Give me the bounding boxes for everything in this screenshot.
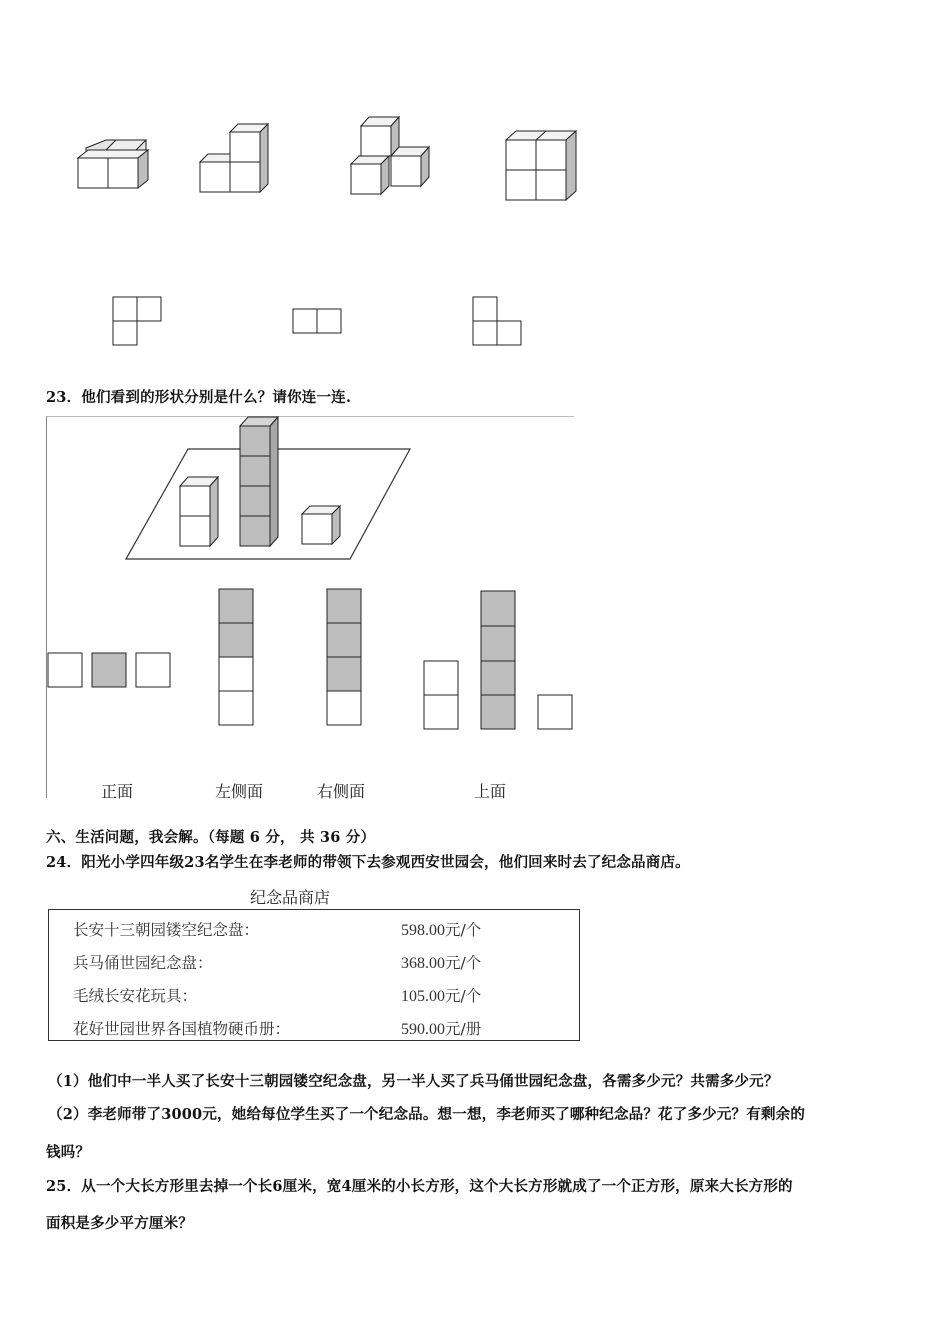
question-24: 24．阳光小学四年级23名学生在李老师的带领下去参观西安世园会，他们回来时去了纪念品商店。: [46, 854, 690, 871]
item-name: 兵马俑世园纪念盘：: [73, 954, 213, 972]
item-name: 花好世园世界各国植物硬币册：: [73, 1020, 291, 1038]
item-name: 毛绒长安花玩具：: [73, 987, 198, 1005]
flat-view-1: [112, 296, 164, 348]
view-label-top: 上面: [474, 782, 507, 801]
section-6-heading: 六、生活问题，我会解。（每题 6 分， 共 36 分）: [46, 829, 376, 846]
item-price: 368.00元/个: [401, 954, 482, 972]
view-label-left: 左侧面: [215, 782, 264, 801]
price-list: [48, 909, 580, 1041]
view-top: [422, 590, 582, 735]
view-right: [326, 588, 366, 733]
flat-view-2: [292, 308, 344, 336]
question-25-line-2: 面积是多少平方厘米？: [46, 1215, 193, 1232]
view-label-front: 正面: [101, 782, 134, 801]
cube-figure-2: [198, 122, 278, 197]
question-24-part-2-line-1: （2）李老师带了3000元，她给每位学生买了一个纪念品。想一想，李老师买了哪种纪念品？花了多少元？有剩余的: [48, 1106, 806, 1123]
question-23: 23．他们看到的形状分别是什么？请你连一连.: [46, 389, 352, 406]
question-24-part-1: （1）他们中一半人买了长安十三朝园镂空纪念盘，另一半人买了兵马俑世园纪念盘，各需多少元？共需多少元？: [48, 1073, 779, 1090]
cube-figure-1: [76, 138, 156, 198]
q23-3d-scene: [122, 414, 422, 564]
item-name: 长安十三朝园镂空纪念盘：: [73, 921, 260, 939]
cube-figure-3: [349, 114, 439, 199]
item-price: 598.00元/个: [401, 921, 482, 939]
item-price: 590.00元/册: [401, 1020, 482, 1038]
view-front: [46, 652, 176, 692]
shop-title: 纪念品商店: [250, 888, 331, 907]
item-price: 105.00元/个: [401, 987, 482, 1005]
view-label-right: 右侧面: [317, 782, 366, 801]
question-25-line-1: 25．从一个大长方形里去掉一个长6厘米，宽4厘米的小长方形，这个大长方形就成了一个正方形，原来大长方形的: [46, 1178, 793, 1195]
view-left: [218, 588, 258, 733]
cube-figure-4: [504, 128, 584, 208]
flat-view-3: [472, 296, 524, 348]
question-24-part-2-line-2: 钱吗？: [46, 1144, 91, 1161]
